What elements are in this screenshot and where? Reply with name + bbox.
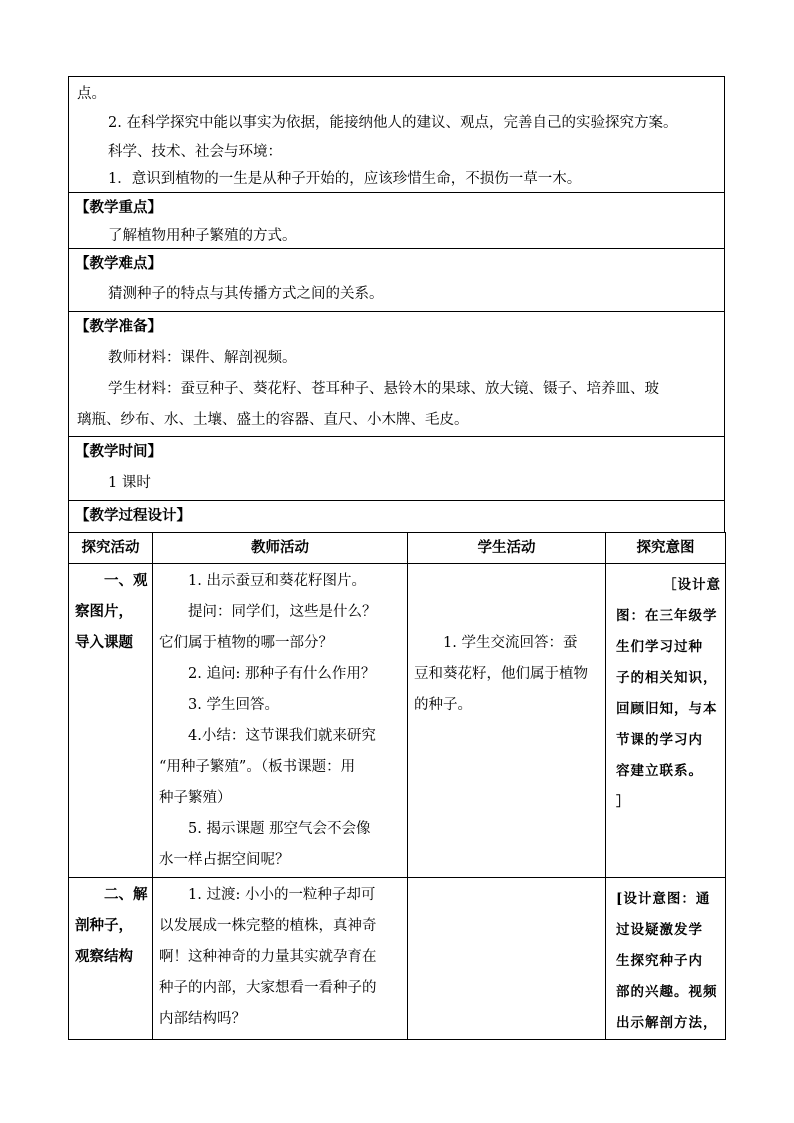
objective-line: 1．意识到植物的一生是从种子开始的，应该珍惜生命，不损伤一草一木。 [108,171,582,187]
col-intent-header: 探究意图 [606,533,726,564]
teacher-line: 它们属于植物的哪一部分？ [159,635,333,651]
key-point-block [68,192,725,248]
intent-cell [606,878,726,1040]
activity-line: 察图片， [75,604,133,620]
intent-line: 图：在三年级学 [616,608,718,624]
difficulty-block [68,248,725,311]
table-row [69,564,726,878]
student-line: 1. 学生交流回答：蚕 [443,635,578,651]
teacher-line: 啊！这种神奇的力量其实就孕育在 [159,949,377,965]
intent-line: 生探究种子内 [616,953,703,969]
intent-line: 过设疑激发学 [616,922,703,938]
activity-line: 导入课题 [75,635,133,651]
student-line: 的种子。 [414,697,472,713]
activity-line: 观察结构 [75,949,133,965]
activity-cell [69,564,153,878]
teacher-line: 水一样占据空间呢？ [159,852,290,868]
objective-line: 点。 [77,86,106,102]
teacher-line: 以发展成一株完整的植株，真神奇 [159,918,377,934]
teacher-cell [153,878,408,1040]
teacher-line: 提问：同学们，这些是什么？ [188,604,377,620]
activity-line: 二、解 [104,887,148,903]
prep-student: 学生材料：蚕豆种子、葵花籽、苍耳种子、悬铃木的果球、放大镜、镊子、培养皿、玻 [108,381,659,397]
time-heading: 【教学时间】 [75,444,162,460]
process-table [68,532,726,1040]
teacher-line: 种子的内部，大家想看一看种子的 [159,980,377,996]
time-text: 1 课时 [108,475,151,491]
intent-line: 节课的学习内 [616,732,703,748]
student-cell [408,878,606,1040]
teacher-cell [153,564,408,878]
intent-line: 回顾旧知，与本 [616,701,718,717]
prep-block [68,311,725,436]
teacher-line: 内部结构吗？ [159,1011,246,1027]
student-line: 豆和葵花籽，他们属于植物 [414,666,588,682]
intent-line: ［设计意 [663,577,721,593]
key-point-heading: 【教学重点】 [75,200,162,216]
process-heading: 【教学过程设计】 [75,508,191,524]
time-block [68,436,725,500]
activity-cell [69,878,153,1040]
intent-line: 部的兴趣。视频 [616,984,718,1000]
prep-teacher: 教师材料：课件、解剖视频。 [108,350,297,366]
intent-line: 子的相关知识， [616,670,718,686]
objectives-block [68,76,725,192]
intent-line: ］ [616,794,631,810]
student-cell [408,564,606,878]
objective-line: 科学、技术、社会与环境： [108,144,282,160]
col-teacher-header: 教师活动 [153,533,408,564]
difficulty-text: 猜测种子的特点与其传播方式之间的关系。 [108,286,384,302]
col-student-header: 学生活动 [408,533,606,564]
teacher-line: 4.小结：这节课我们就来研究 [188,728,376,744]
table-row [69,878,726,1040]
teacher-line: 种子繁殖） [159,790,232,806]
intent-line: 出示解剖方法， [616,1015,718,1031]
intent-line: 容建立联系。 [616,763,703,779]
activity-line: 一、观 [104,573,148,589]
process-heading-block [68,500,725,532]
teacher-line: 2. 追问: 那种子有什么作用？ [188,666,376,682]
col-activity-header: 探究活动 [69,533,153,564]
objective-line: 2. 在科学探究中能以事实为依据，能接纳他人的建议、观点，完善自己的实验探究方案。 [108,115,678,131]
intent-line: [设计意图：通 [616,891,711,907]
key-point-text: 了解植物用种子繁殖的方式。 [108,228,297,244]
teacher-line: 1. 出示蚕豆和葵花籽图片。 [188,573,366,589]
intent-cell [606,564,726,878]
difficulty-heading: 【教学难点】 [75,256,162,272]
intent-line: 生们学习过种 [616,639,703,655]
teacher-line: “用种子繁殖”。（板书课题：用 [159,759,356,775]
prep-student-cont: 璃瓶、纱布、水、土壤、盛土的容器、直尺、小木牌、毛皮。 [77,412,469,428]
table-header-row [69,533,726,564]
teacher-line: 3. 学生回答。 [188,697,279,713]
teacher-line: 1. 过渡: 小小的一粒种子却可 [188,887,376,903]
lesson-plan-sheet [68,76,725,1040]
prep-heading: 【教学准备】 [75,319,162,335]
activity-line: 剖种子， [75,918,133,934]
teacher-line: 5. 揭示课题 那空气会不会像 [188,821,371,837]
